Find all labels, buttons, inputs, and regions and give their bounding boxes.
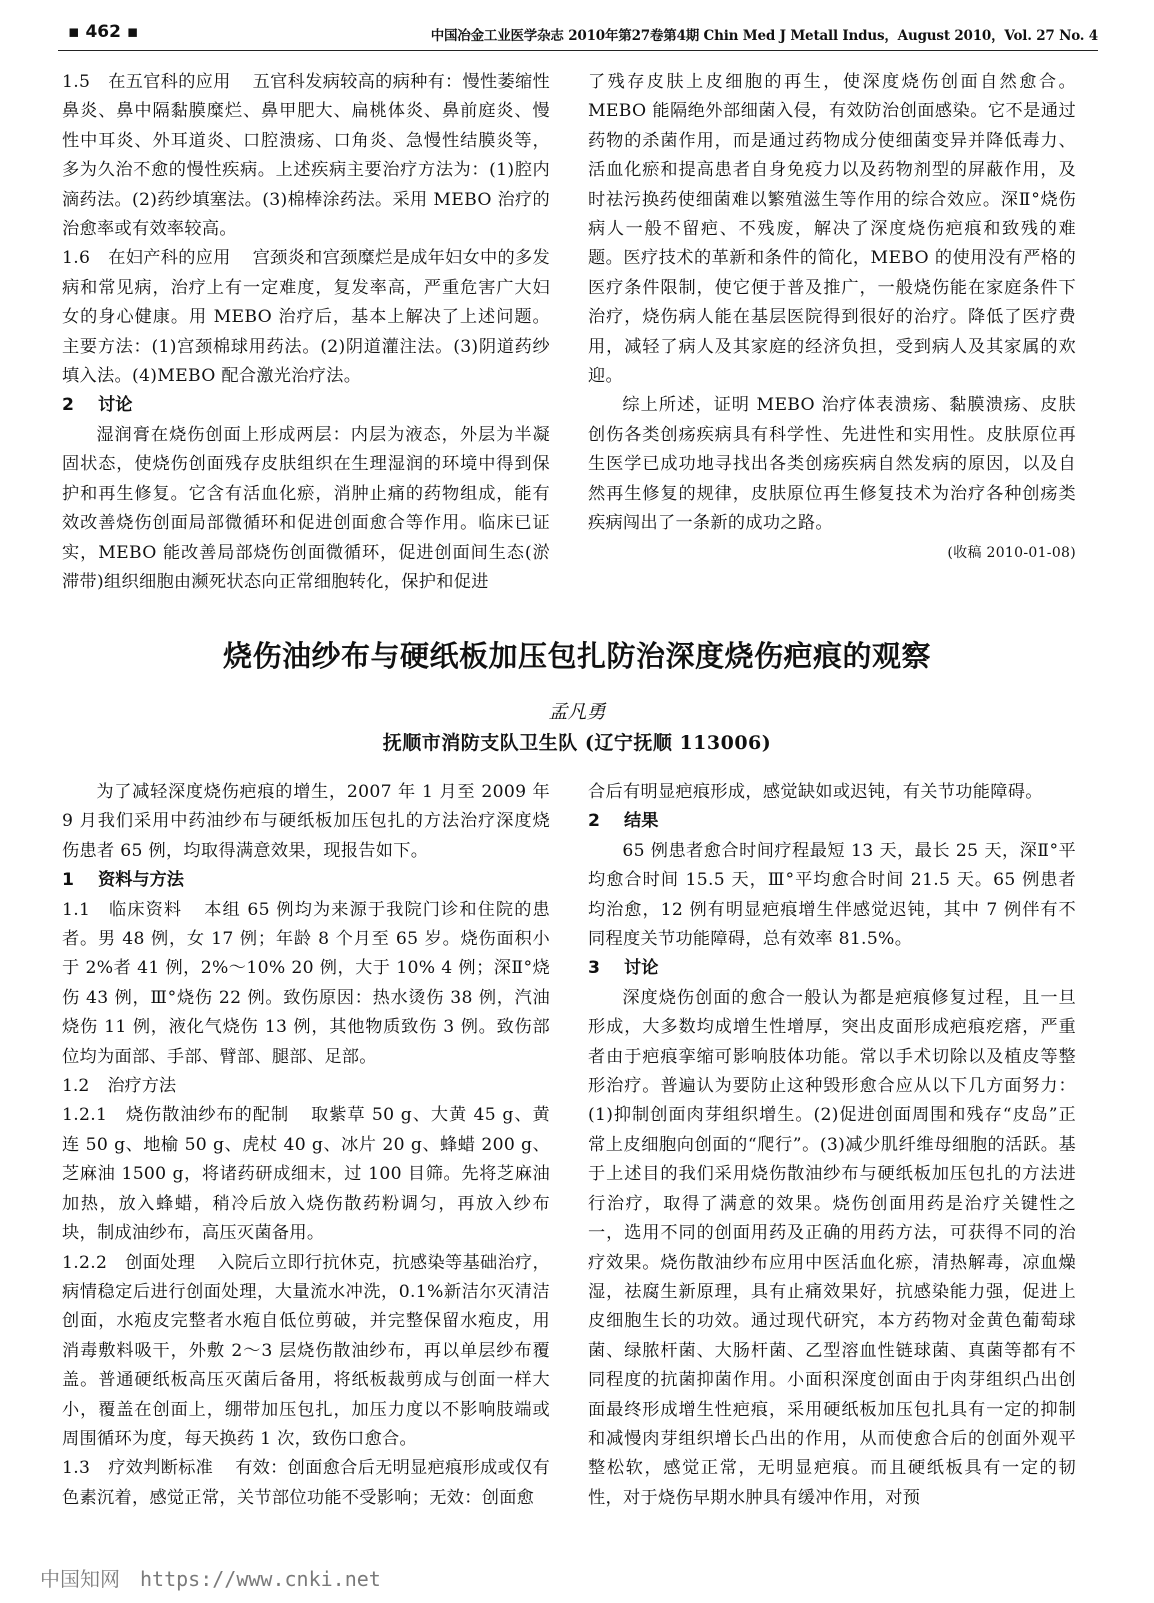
section-1-2-2 xyxy=(62,1249,550,1455)
section-1-1 xyxy=(62,896,550,1072)
watermark-site-name: 中国知网 xyxy=(40,1567,120,1591)
section-number: 1.6 xyxy=(62,248,91,269)
section-title: 讨论 xyxy=(624,958,659,979)
section-number: 1.5 xyxy=(62,72,91,92)
section-1-3 xyxy=(62,1454,550,1513)
article-title: 烧伤油纱布与硬纸板加压包扎防治深度烧伤疤痕的观察 xyxy=(222,639,931,673)
section-body: 取紫草 50 g、大黄 45 g、黄连 50 g、地榆 50 g、虎杖 40 g、冰片 20 g、蜂蜡 200 g、芝麻油 1500 g，将诸药研成细末，过 100 目筛。先将芝麻油加热，放入蜂蜡，稍冷后放入烧伤散药粉调匀，再放入纱布块，制成油纱布，高压灭菌备用。 xyxy=(62,1105,551,1244)
article-left-column xyxy=(62,778,550,1513)
section-number: 1.1 xyxy=(62,899,91,920)
previous-article-right-column xyxy=(588,68,1076,568)
section-body: 有效：创面愈合后无明显疤痕形成或仅有色素沉着，感觉正常，关节部位功能不受影响；无效：创面愈 xyxy=(62,1458,550,1508)
received-date: (收稿 2010-01-08) xyxy=(947,544,1076,561)
discussion-paragraph: 湿润膏在烧伤创面上形成两层：内层为液态，外层为半凝固状态，使烧伤创面残存皮肤组织在生理湿润的环境中得到保护和再生修复。它含有活血化瘀，消肿止痛的药物组成，能有效改善烧伤创面局部微循环和促进创面愈合等作用。临床已证实，MEBO 能改善局部烧伤创面微循环，促进创面间生态(淤滞带)组织细胞由濒死状态向正常细胞转化，保护和促进 xyxy=(62,424,550,592)
results-paragraph: 65 例患者愈合时间疗程最短 13 天，最长 25 天，深Ⅱ°平均愈合时间 15.5 天，Ⅲ°平均愈合时间 21.5 天。65 例患者均治愈，12 例有明显疤痕增生伴感觉迟钝，其中 7 例伴有不同程度关节功能障碍，总有效率 81.5%。 xyxy=(588,840,1076,950)
article-right-column xyxy=(588,778,1076,1513)
conclusion-paragraph: 综上所述，证明 MEBO 治疗体表溃疡、黏膜溃疡、皮肤创伤各类创疡疾病具有科学性、先进性和实用性。皮肤原位再生医学已成功地寻找出各类创疡疾病自然发病的原因，以及自然再生修复的规律，皮肤原位再生修复技术为治疗各种创疡类疾病闯出了一条新的成功之路。 xyxy=(588,395,1076,534)
section-2-heading xyxy=(62,391,550,420)
continued-paragraph: 合后有明显疤痕形成，感觉缺如或迟钝，有关节功能障碍。 xyxy=(588,782,1043,802)
section-title: 在五官科的应用 xyxy=(108,72,231,92)
section-number: 2 xyxy=(62,395,74,416)
intro-paragraph: 为了减轻深度烧伤疤痕的增生，2007 年 1 月至 2009 年 9 月我们采用中药油纱布与硬纸板加压包扎的方法治疗深度烧伤患者 65 例，均取得满意效果，现报告如下。 xyxy=(62,782,550,861)
article-author: 孟凡勇 xyxy=(548,701,606,723)
section-title: 讨论 xyxy=(98,395,133,416)
section-number: 3 xyxy=(588,958,600,979)
results-heading xyxy=(588,807,1076,836)
section-body: 五官科发病较高的病种有：慢性萎缩性鼻炎、鼻中隔黏膜糜烂、鼻甲肥大、扁桃体炎、鼻前庭炎、慢性中耳炎、外耳道炎、口腔溃疡、口角炎、急慢性结膜炎等，多为久治不愈的慢性疾病。上述疾病主要治疗方法为：(1)腔内滴药法。(2)药纱填塞法。(3)棉棒涂药法。采用 MEBO 治疗的治愈率或有效率较高。 xyxy=(62,72,550,240)
section-body: 本组 65 例均为来源于我院门诊和住院的患者。男 48 例，女 17 例；年龄 8 个月至 65 岁。烧伤面积小于 2%者 41 例，2%～10% 20 例，大于 10% 4 例；深Ⅱ°烧伤 43 例，Ⅲ°烧伤 22 例。致伤原因：热水烫伤 38 例，汽油烧伤 11 例，液化气烧伤 13 例，其他物质致伤 3 例。致伤部位均为面部、手部、臂部、腿部、足部。 xyxy=(62,899,550,1067)
section-title: 烧伤散油纱布的配制 xyxy=(125,1105,290,1126)
section-number: 1.2.1 xyxy=(62,1105,108,1126)
section-title: 临床资料 xyxy=(108,899,183,920)
cnki-watermark xyxy=(40,1563,401,1592)
section-body: 入院后立即行抗休克，抗感染等基础治疗，病情稳定后进行创面处理，大量流水冲洗，0.1%新洁尔灭清洁创面，水疱皮完整者水疱自低位剪破，并完整保留水疱皮，用消毒敷料吸干，外敷 2～3 层烧伤散油纱布，再以单层纱布覆盖。普通硬纸板高压灭菌后备用，将纸板裁剪成与创面一样大小，覆盖在创面上，绷带加压包扎，加压力度以不影响肢端或周围循环为度，每天换药 1 次，致伤口愈合。 xyxy=(62,1252,551,1449)
section-number: 1 xyxy=(62,870,74,891)
section-number: 1.2.2 xyxy=(62,1252,108,1273)
section-title: 在妇产科的应用 xyxy=(108,248,231,269)
previous-article-left-column xyxy=(62,68,550,597)
journal-citation: 中国冶金工业医学杂志 2010年第27卷第4期 Chin Med J Metall Indus，August 2010，Vol. 27 No. 4 xyxy=(430,28,1098,44)
section-title: 结果 xyxy=(624,811,659,832)
section-number: 1.2 xyxy=(62,1076,90,1097)
section-title: 创面处理 xyxy=(125,1252,196,1273)
section-title: 治疗方法 xyxy=(107,1076,177,1097)
section-title: 疗效判断标准 xyxy=(108,1458,214,1479)
section-title: 资料与方法 xyxy=(98,870,184,891)
page-header xyxy=(58,22,1098,51)
article-affiliation: 抚顺市消防支队卫生队 (辽宁抚顺 113006) xyxy=(382,732,772,754)
section-number: 1.3 xyxy=(62,1458,91,1479)
page-number: ▪ 462 ▪ xyxy=(68,22,139,42)
section-1-6 xyxy=(62,244,550,391)
section-body: 宫颈炎和宫颈糜烂是成年妇女中的多发病和常见病，治疗上有一定难度，复发率高，严重危害广大妇女的身心健康。用 MEBO 治疗后，基本上解决了上述问题。主要方法：(1)宫颈棉球用药法。(2)阴道灌注法。(3)阴道药纱填入法。(4)MEBO 配合激光治疗法。 xyxy=(62,248,550,387)
section-1-heading xyxy=(62,866,550,895)
section-1-2-heading xyxy=(62,1072,550,1101)
section-number: 2 xyxy=(588,811,600,832)
section-1-5 xyxy=(62,68,550,244)
continued-paragraph: 了残存皮肤上皮细胞的再生，使深度烧伤创面自然愈合。MEBO 能隔绝外部细菌入侵，有效防治创面感染。它不是通过药物的杀菌作用，而是通过药物成分使细菌变异并降低毒力、活血化瘀和提高患者自身免疫力以及药物剂型的屏蔽作用，及时祛污换药使细菌难以繁殖滋生等作用的综合效应。深Ⅱ°烧伤病人一般不留疤、不残废，解决了深度烧伤疤痕和致残的难题。医疗技术的革新和条件的简化，MEBO 的使用没有严格的医疗条件限制，使它便于普及推广，一般烧伤能在家庭条件下治疗，烧伤病人能在基层医院得到很好的治疗。降低了医疗费用，减轻了病人及其家庭的经济负担，受到病人及其家属的欢迎。 xyxy=(588,72,1076,387)
discussion-heading xyxy=(588,954,1076,983)
section-1-2-1 xyxy=(62,1101,550,1248)
discussion-paragraph: 深度烧伤创面的愈合一般认为都是疤痕修复过程，且一旦形成，大多数均成增生性增厚，突出皮面形成疤痕疙瘩，严重者由于疤痕挛缩可影响肢体功能。常以手术切除以及植皮等整形治疗。普遍认为要防止这种毁形愈合应从以下几方面努力：(1)抑制创面肉芽组织增生。(2)促进创面周围和残存“皮岛”正常上皮细胞向创面的“爬行”。(3)减少肌纤维母细胞的活跃。基于上述目的我们采用烧伤散油纱布与硬纸板加压包扎的方法进行治疗，取得了满意的效果。烧伤创面用药是治疗关键性之一，选用不同的创面用药及正确的用药方法，可获得不同的治疗效果。烧伤散油纱布应用中医活血化瘀，清热解毒，凉血燥湿，祛腐生新原理，具有止痛效果好，抗感染能力强，促进上皮细胞生长的功效。通过现代研究，本方药物对金黄色葡萄球菌、绿脓杆菌、大肠杆菌、乙型溶血性链球菌、真菌等都有不同程度的抗菌抑菌作用。小面积深度创面由于肉芽组织凸出创面最终形成增生性疤痕，采用硬纸板加压包扎具有一定的抑制和减慢肉芽组织增长凸出的作用，从而使愈合后的创面外观平整松软，感觉正常，无明显疤痕。而且硬纸板具有一定的韧性，对于烧伤早期水肿具有缓冲作用，对预 xyxy=(588,987,1076,1508)
watermark-url: https://www.cnki.net xyxy=(140,1567,381,1591)
